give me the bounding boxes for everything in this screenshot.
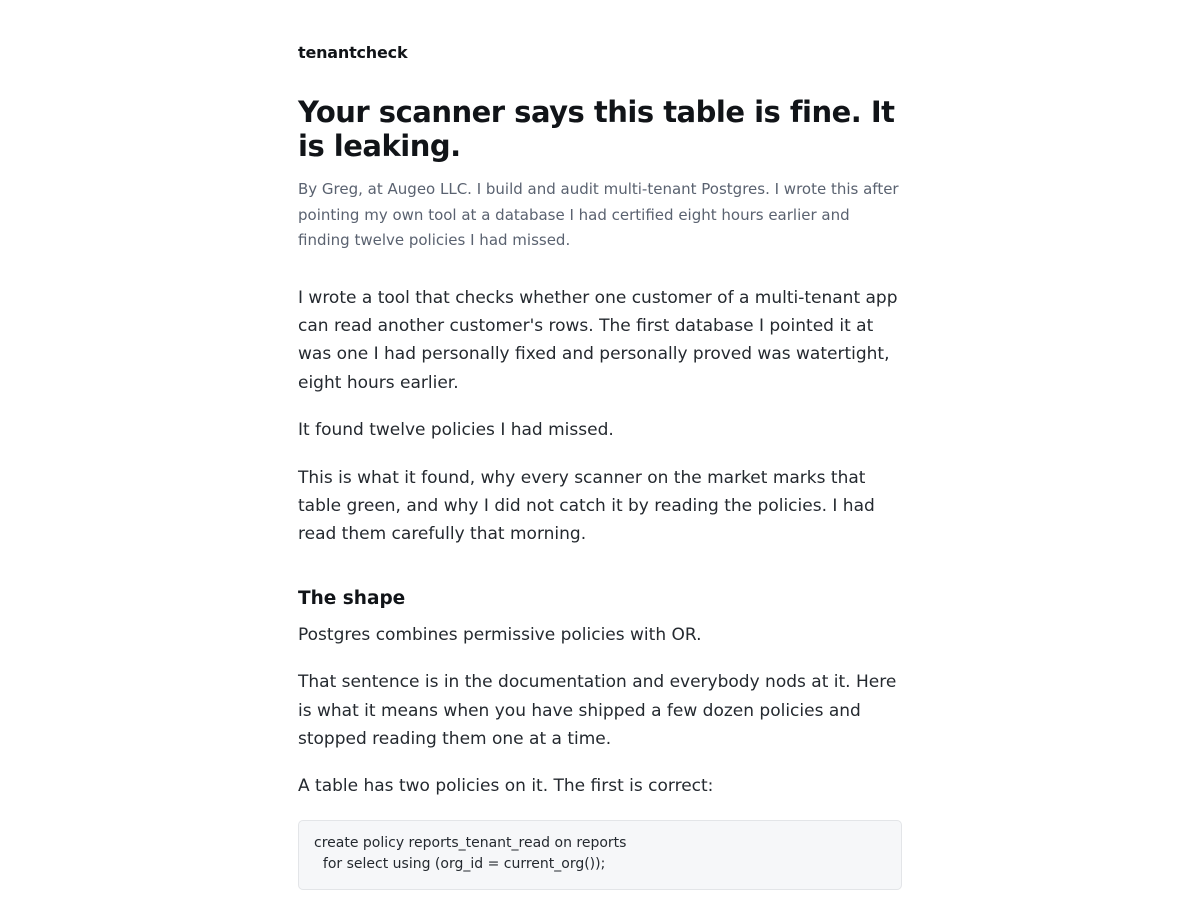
intro-paragraph-1: I wrote a tool that checks whether one customer of a multi-tenant app can read another customer's rows. The first database I pointed it at was one I had personally fixed and personally proved was watertight, eight hours earlier. [298, 287, 898, 393]
intro-paragraph-3: This is what it found, why every scanner on the market marks that table green, and why I did not catch it by reading the policies. I had read them carefully that morning. [298, 467, 875, 545]
section-heading-the-shape: The shape [298, 587, 406, 609]
article [298, 0, 902, 890]
site-brand[interactable]: tenantcheck [298, 43, 408, 62]
section-paragraph-2: That sentence is in the documentation and everybody nods at it. Here is what it means when you have shipped a few dozen policies and stopped reading them one at a time. [298, 672, 897, 749]
intro-paragraph-2: It found twelve policies I had missed. [298, 420, 614, 441]
article-byline: By Greg, at Augeo LLC. I build and audit multi-tenant Postgres. I wrote this after pointing my own tool at a database I had certified eight hours earlier and finding twelve policies I had missed. [298, 180, 899, 249]
code-block [298, 820, 902, 890]
article-title: Your scanner says this table is fine. It is leaking. [298, 95, 895, 163]
code-line: for select using (org_id = current_org()); [314, 855, 606, 872]
section-paragraph-1: Postgres combines permissive policies with OR. [298, 624, 702, 645]
section-paragraph-3: A table has two policies on it. The first is correct: [298, 776, 714, 797]
code-line: create policy reports_tenant_read on reports [314, 834, 627, 851]
